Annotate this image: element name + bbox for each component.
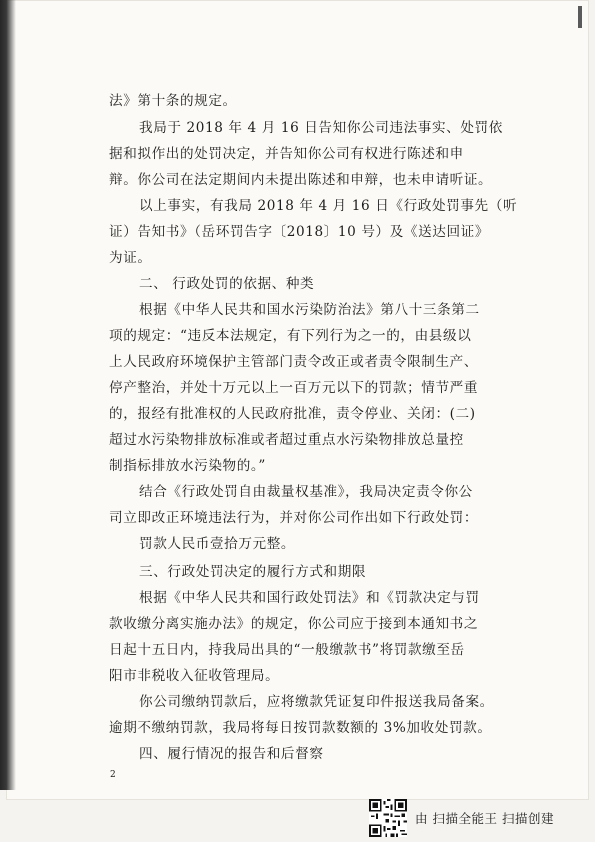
scan-edge-shadow <box>0 0 16 790</box>
penalty-line: 罚款人民币壹拾万元整。 <box>139 536 296 552</box>
text-line: 证）告知书》（岳环罚告字〔2018〕10 号）及《送达回证》 <box>109 224 490 240</box>
text-line: 你公司缴纳罚款后，应将缴款凭证复印件报送我局备案。 <box>139 694 494 710</box>
text-line: 日起十五日内，持我局出具的“一般缴款书”将罚款缴至岳 <box>109 642 465 658</box>
page-number: 2 <box>110 770 116 780</box>
section-heading: 四、履行情况的报告和后督察 <box>139 746 324 762</box>
text-line: 的，报经有批准权的人民政府批准，责令停业、关闭：(二) <box>109 406 476 422</box>
text-line: 阳市非税收入征收管理局。 <box>109 668 280 684</box>
section-heading: 二、 行政处罚的依据、种类 <box>139 276 315 292</box>
qr-code-icon <box>369 799 407 837</box>
text-line: 根据《中华人民共和国水污染防治法》第八十三条第二 <box>139 302 480 318</box>
text-line: 结合《行政处罚自由裁量权基准》，我局决定责令你公 <box>139 484 473 500</box>
text-line: 项的规定：“违反本法规定，有下列行为之一的，由县级以 <box>109 328 472 344</box>
text-line: 法》第十条的规定。 <box>109 93 237 109</box>
text-line: 我局于 2018 年 4 月 16 日告知你公司违法事实、处罚依 <box>139 120 503 136</box>
text-line: 逾期不缴纳罚款，我局将每日按罚款数额的 3%加收处罚款。 <box>109 720 492 736</box>
text-line: 据和拟作出的处罚决定，并告知你公司有权进行陈述和申 <box>109 146 464 162</box>
text-line: 辩。你公司在法定期间内未提出陈述和申辩，也未申请听证。 <box>109 172 493 188</box>
scanner-footer <box>369 803 591 833</box>
text-line: 款收缴分离实施办法》的规定，你公司应于接到本通知书之 <box>109 616 479 632</box>
text-line: 司立即改正环境违法行为，并对你公司作出如下行政处罚： <box>109 510 479 526</box>
text-line: 为证。 <box>109 250 152 266</box>
scanner-credit-text: 由 扫描全能王 扫描创建 <box>415 811 554 826</box>
text-line: 上人民政府环境保护主管部门责令改正或者责令限制生产、 <box>109 354 479 370</box>
text-line: 以上事实，有我局 2018 年 4 月 16 日《行政处罚事先（听 <box>139 198 518 214</box>
text-line: 停产整治，并处十万元以上一百万元以下的罚款；情节严重 <box>109 380 479 396</box>
text-line: 制指标排放水污染物的。” <box>109 458 266 474</box>
section-heading: 三、行政处罚决定的履行方式和期限 <box>139 564 367 580</box>
text-line: 根据《中华人民共和国行政处罚法》和《罚款决定与罚 <box>139 590 480 606</box>
scan-corner-mark <box>578 6 582 28</box>
text-line: 超过水污染物排放标准或者超过重点水污染物排放总量控 <box>109 432 464 448</box>
